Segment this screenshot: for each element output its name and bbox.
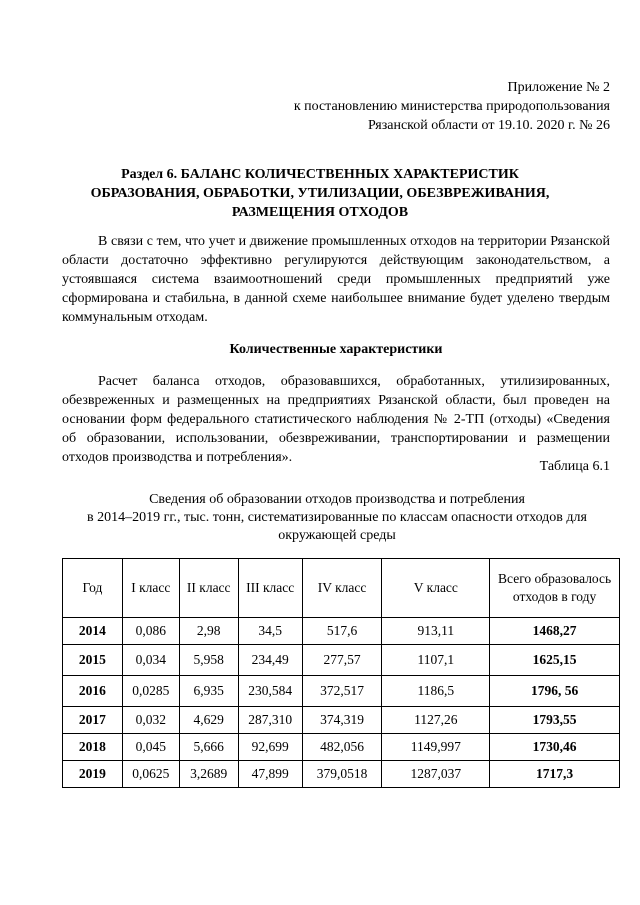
caption-line-3: окружающей среды xyxy=(278,528,396,543)
appendix-line-3: Рязанской области от 19.10. 2020 г. № 26 xyxy=(368,118,610,133)
cell-class-4: 372,517 xyxy=(302,676,382,707)
cell-class-4: 379,0518 xyxy=(302,761,382,788)
cell-class-5: 913,11 xyxy=(382,618,490,645)
cell-total: 1730,46 xyxy=(490,734,620,761)
appendix-reference xyxy=(294,78,610,135)
appendix-line-1: Приложение № 2 xyxy=(507,80,610,95)
header-total: Всего образовалось отходов в году xyxy=(490,559,620,618)
header-year: Год xyxy=(63,559,123,618)
header-class-1: I класс xyxy=(122,559,179,618)
cell-class-3: 287,310 xyxy=(238,707,302,734)
header-class-4: IV класс xyxy=(302,559,382,618)
cell-class-5: 1107,1 xyxy=(382,645,490,676)
cell-class-5: 1127,26 xyxy=(382,707,490,734)
cell-class-2: 4,629 xyxy=(179,707,238,734)
table-row xyxy=(63,707,620,734)
cell-class-1: 0,0625 xyxy=(122,761,179,788)
subheading: Количественные характеристики xyxy=(229,342,443,357)
cell-class-3: 234,49 xyxy=(238,645,302,676)
cell-class-2: 2,98 xyxy=(179,618,238,645)
intro-paragraph: В связи с тем, что учет и движение промышленных отходов на территории Рязанской области достаточно эффективно регулируются действующим законодательством, а устоявшаяся система взаимоотношений среди промышленных предприятий уже сформирована и стабильна, в данной схеме наибольшее внимание будет уделено твердым коммунальным отходам. xyxy=(62,234,610,325)
cell-year: 2015 xyxy=(63,645,123,676)
cell-class-5: 1287,037 xyxy=(382,761,490,788)
cell-class-1: 0,045 xyxy=(122,734,179,761)
section-title-line-1: Раздел 6. БАЛАНС КОЛИЧЕСТВЕННЫХ ХАРАКТЕРИСТИК xyxy=(121,167,519,182)
section-title-line-3: РАЗМЕЩЕНИЯ ОТХОДОВ xyxy=(231,205,409,220)
table-row xyxy=(63,761,620,788)
cell-total: 1625,15 xyxy=(490,645,620,676)
caption-line-1: Сведения об образовании отходов производства и потребления xyxy=(149,492,525,507)
appendix-line-2: к постановлению министерства природопользования xyxy=(293,99,610,114)
cell-total: 1796, 56 xyxy=(490,676,620,707)
cell-class-1: 0,0285 xyxy=(122,676,179,707)
table-row xyxy=(63,676,620,707)
table-caption xyxy=(52,491,622,545)
cell-class-1: 0,032 xyxy=(122,707,179,734)
header-class-3: III класс xyxy=(238,559,302,618)
cell-class-2: 5,666 xyxy=(179,734,238,761)
cell-class-4: 482,056 xyxy=(302,734,382,761)
cell-class-4: 277,57 xyxy=(302,645,382,676)
cell-class-3: 34,5 xyxy=(238,618,302,645)
cell-class-2: 6,935 xyxy=(179,676,238,707)
section-title xyxy=(60,165,580,222)
cell-class-2: 3,2689 xyxy=(179,761,238,788)
cell-class-2: 5,958 xyxy=(179,645,238,676)
cell-total: 1793,55 xyxy=(490,707,620,734)
caption-line-2: в 2014–2019 гг., тыс. тонн, систематизированные по классам опасности отходов для xyxy=(87,510,587,525)
cell-class-3: 230,584 xyxy=(238,676,302,707)
cell-class-4: 517,6 xyxy=(302,618,382,645)
cell-class-5: 1186,5 xyxy=(382,676,490,707)
method-paragraph: Расчет баланса отходов, образовавшихся, обработанных, утилизированных, обезвреженных и размещенных на предприятиях Рязанской области, был проведен на основании форм федерального статистического наблюдения № 2-ТП (отходы) «Сведения об образовании, использовании, обезвреживании, транспортировании и размещении отходов производства и потребления». xyxy=(62,374,610,465)
table-number: Таблица 6.1 xyxy=(539,459,610,474)
cell-year: 2018 xyxy=(63,734,123,761)
cell-class-3: 92,699 xyxy=(238,734,302,761)
cell-class-1: 0,034 xyxy=(122,645,179,676)
table-row xyxy=(63,618,620,645)
header-class-5: V класс xyxy=(382,559,490,618)
cell-year: 2017 xyxy=(63,707,123,734)
cell-class-3: 47,899 xyxy=(238,761,302,788)
cell-class-5: 1149,997 xyxy=(382,734,490,761)
cell-year: 2016 xyxy=(63,676,123,707)
cell-total: 1468,27 xyxy=(490,618,620,645)
header-class-2: II класс xyxy=(179,559,238,618)
cell-total: 1717,3 xyxy=(490,761,620,788)
cell-class-1: 0,086 xyxy=(122,618,179,645)
waste-generation-table xyxy=(62,558,620,788)
table-header-row xyxy=(63,559,620,618)
table-row xyxy=(63,734,620,761)
section-title-line-2: ОБРАЗОВАНИЯ, ОБРАБОТКИ, УТИЛИЗАЦИИ, ОБЕЗВРЕЖИВАНИЯ, xyxy=(90,186,550,201)
cell-class-4: 374,319 xyxy=(302,707,382,734)
cell-year: 2019 xyxy=(63,761,123,788)
cell-year: 2014 xyxy=(63,618,123,645)
table-row xyxy=(63,645,620,676)
